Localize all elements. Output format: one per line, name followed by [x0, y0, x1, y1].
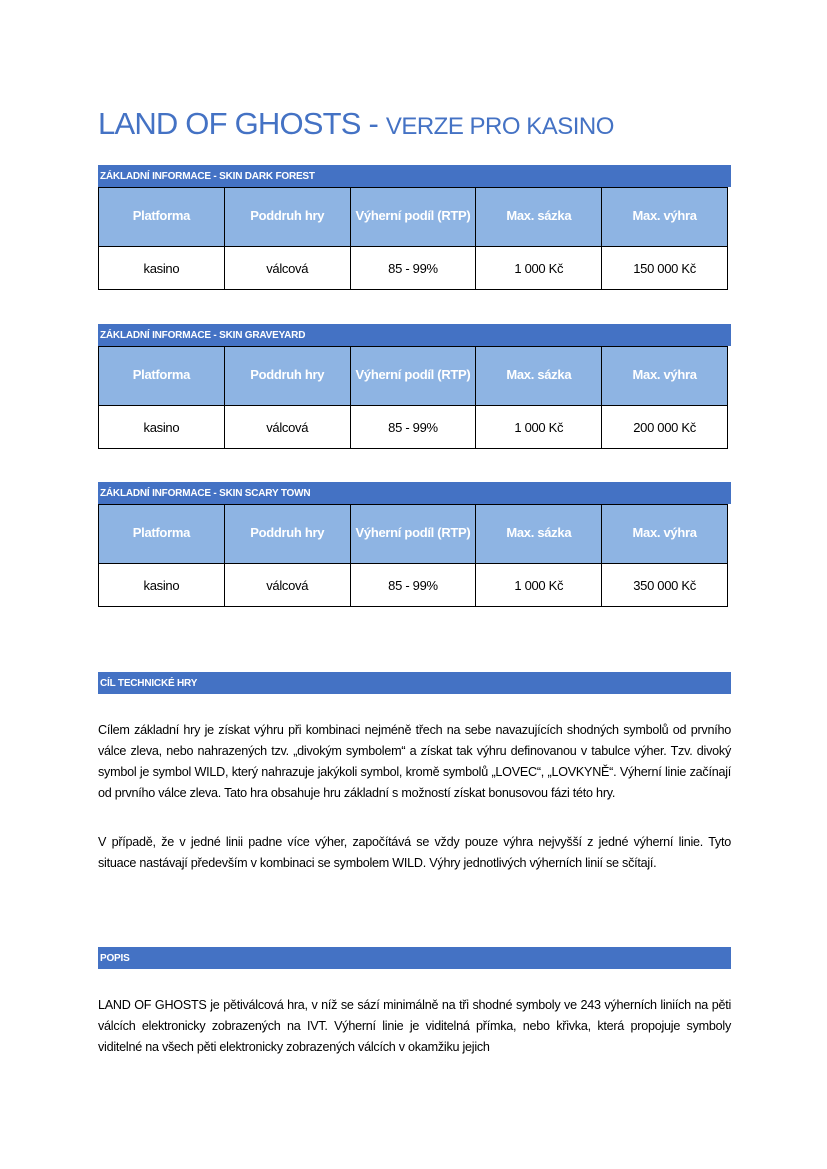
- header-cell: Max. sázka: [476, 347, 602, 406]
- cell: 1 000 Kč: [476, 247, 602, 290]
- title-subtitle: VERZE PRO KASINO: [385, 113, 614, 140]
- cell: kasino: [99, 564, 225, 607]
- header-cell: Max. výhra: [602, 188, 728, 247]
- table-caption: ZÁKLADNÍ INFORMACE - SKIN DARK FOREST: [98, 165, 731, 187]
- header-cell: Max. výhra: [602, 347, 728, 406]
- section-heading-description: POPIS: [98, 947, 731, 969]
- info-table-dark-forest: [98, 187, 728, 290]
- header-cell: Platforma: [99, 347, 225, 406]
- info-table-scary-town: [98, 504, 728, 607]
- table-caption: ZÁKLADNÍ INFORMACE - SKIN SCARY TOWN: [98, 482, 731, 504]
- header-cell: Platforma: [99, 188, 225, 247]
- cell: 85 - 99%: [350, 247, 476, 290]
- info-table-graveyard: [98, 346, 728, 449]
- cell: válcová: [224, 247, 350, 290]
- cell: 350 000 Kč: [602, 564, 728, 607]
- cell: 85 - 99%: [350, 406, 476, 449]
- cell: 200 000 Kč: [602, 406, 728, 449]
- section-heading-goal: CÍL TECHNICKÉ HRY: [98, 672, 731, 694]
- header-cell: Poddruh hry: [224, 505, 350, 564]
- cell: 1 000 Kč: [476, 564, 602, 607]
- header-cell: Max. sázka: [476, 505, 602, 564]
- header-cell: Platforma: [99, 505, 225, 564]
- header-cell: Výherní podíl (RTP): [350, 505, 476, 564]
- header-cell: Max. výhra: [602, 505, 728, 564]
- header-cell: Poddruh hry: [224, 347, 350, 406]
- header-cell: Poddruh hry: [224, 188, 350, 247]
- paragraph: LAND OF GHOSTS je pětiválcová hra, v níž se sází minimálně na tři shodné symboly ve 243 výherních liniích na pěti válcích elektronicky zobrazených na IVT. Výherní linie je viditelná přímka, nebo křivka, která propojuje symboly viditelné na všech pěti elektronicky zobrazených válcích v okamžiku jejich: [98, 998, 731, 1054]
- header-cell: Výherní podíl (RTP): [350, 188, 476, 247]
- cell: kasino: [99, 406, 225, 449]
- header-cell: Výherní podíl (RTP): [350, 347, 476, 406]
- paragraph: Cílem základní hry je získat výhru při kombinaci nejméně třech na sebe navazujících shodných symbolů od prvního válce zleva, nebo nahrazených tzv. „divokým symbolem“ a získat tak výhru definovanou v tabulce výher. Tzv. divoký symbol je symbol WILD, který nahrazuje jakýkoli symbol, kromě symbolů „LOVEC“, „LOVKYNĚ“. Výherní linie začínají od prvního válce zleva. Tato hra obsahuje hru základní s možností získat bonusovou fázi této hry.: [98, 723, 731, 800]
- cell: kasino: [99, 247, 225, 290]
- cell: 85 - 99%: [350, 564, 476, 607]
- title-main: LAND OF GHOSTS -: [98, 106, 386, 141]
- cell: 1 000 Kč: [476, 406, 602, 449]
- paragraph: V případě, že v jedné linii padne více výher, započítává se vždy pouze výhra nejvyšší z jedné výherní linie. Tyto situace nastávají především v kombinaci se symbolem WILD. Výhry jednotlivých výherních linií se sčítají.: [98, 835, 731, 870]
- cell: válcová: [224, 564, 350, 607]
- table-caption: ZÁKLADNÍ INFORMACE - SKIN GRAVEYARD: [98, 324, 731, 346]
- cell: 150 000 Kč: [602, 247, 728, 290]
- header-cell: Max. sázka: [476, 188, 602, 247]
- cell: válcová: [224, 406, 350, 449]
- document-title: [98, 106, 614, 142]
